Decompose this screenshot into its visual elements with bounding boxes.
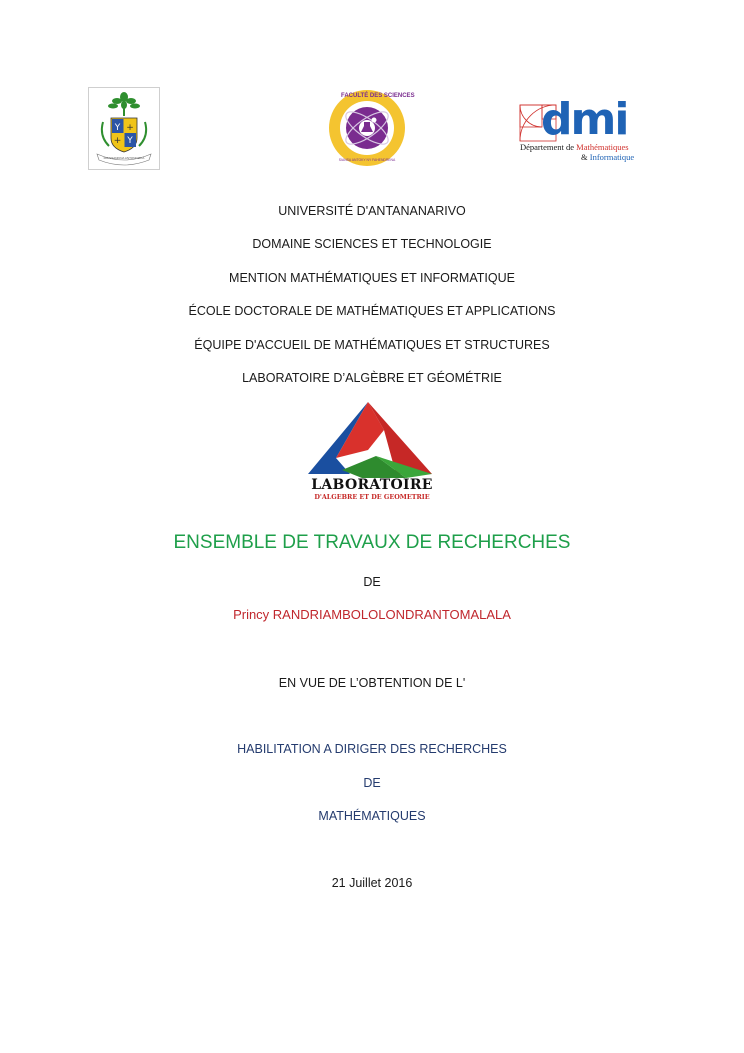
dmi-caption-line1 [520,142,629,152]
dmi-logo [519,94,655,164]
purpose-text: EN VUE DE L’OBTENTION DE L' [278,676,466,690]
document-date: 21 Juillet 2016 [331,876,413,890]
lab-logo-title: LABORATOIRE [311,477,433,493]
degree-name: HABILITATION A DIRIGER DES RECHERCHES [237,742,507,756]
svg-text:Y: Y [114,123,121,133]
team-name: ÉQUIPE D'ACCUEIL DE MATHÉMATIQUES ET STRUCTURES [194,338,550,352]
doctoral-school-name: ÉCOLE DOCTORALE DE MATHÉMATIQUES ET APPLICATIONS [188,304,556,318]
dmi-caption-amp: & [581,152,590,162]
author-name: Princy RANDRIAMBOLOLONDRANTOMALALA [233,607,511,622]
of-label: DE [363,776,381,790]
dmi-caption-highlight: Mathématiques [576,142,629,152]
svg-text:+: + [126,123,134,133]
faculty-sciences-logo [327,88,415,168]
domain-name: DOMAINE SCIENCES ET TECHNOLOGIE [252,237,492,251]
dmi-caption-informatique: Informatique [589,152,635,162]
field-name: MATHÉMATIQUES [318,809,426,823]
university-name: UNIVERSITÉ D'ANTANANARIVO [278,204,466,218]
dmi-wordmark: dmi [541,94,628,145]
mention-name: MENTION MATHÉMATIQUES ET INFORMATIQUE [229,271,515,285]
lab-logo-subtitle: D'ALGEBRE ET DE GEOMETRIE [314,493,430,501]
faculty-text-bottom: SIANSA ANTOKY NY FAHENDRENA [338,158,396,162]
svg-text:Y: Y [127,136,133,146]
lab-logo [306,400,438,504]
by-label: DE [363,575,381,589]
document-title: ENSEMBLE DE TRAVAUX DE RECHERCHES [173,532,571,553]
faculty-sciences-emblem-icon [327,88,415,168]
university-motto: FIRAISANKINA ANTONOZIKA [103,156,145,160]
faculty-text-top: FACULTÉ DES SCIENCES [341,93,415,99]
dmi-caption-line2 [581,152,634,162]
university-crest-logo [88,87,160,170]
svg-text:+: + [113,136,122,146]
laboratory-name: LABORATOIRE D’ALGÈBRE ET GÉOMÉTRIE [242,371,502,385]
dmi-caption-prefix: Département de [520,142,577,152]
